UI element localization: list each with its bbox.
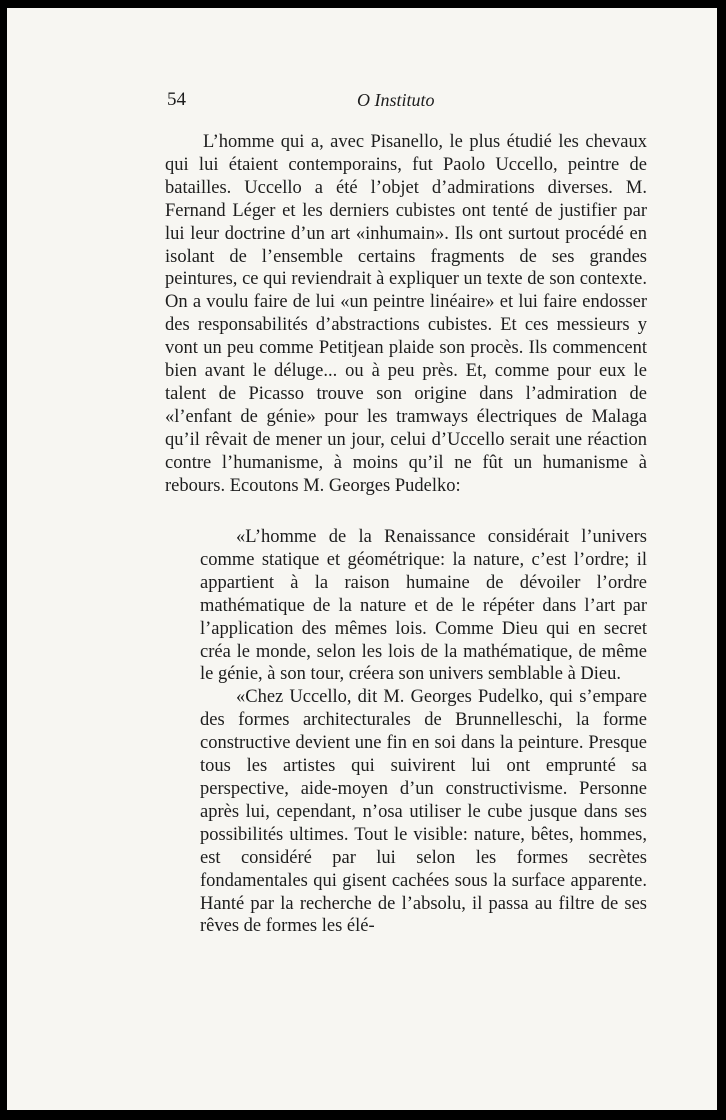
quotation-paragraph: «Chez Uccello, dit M. Georges Pudelko, qui s’empare des formes architecturales de Brunnelleschi, la forme constructive devient une fin en soi dans la peinture. Presque tous les artistes qui suivirent lui ont emprunté sa perspective, aide-moyen d’un constructivisme. Personne après lui, cependant, n’osa utiliser le cube jusque dans ses possibilités ultimes. Tout le visible: nature, bêtes, hommes, est considéré par lui selon les formes secrètes fondamentales qui gisent cachées sous la surface apparente. Hanté par la recherche de l’absolu, il passa au filtre de ses rêves de formes les élé- <box>200 687 647 937</box>
body-paragraph: L’homme qui a, avec Pisanello, le plus étudié les chevaux qui lui étaient contemporains, fut Paolo Uccello, peintre de batailles. Uccello a été l’objet d’admirations diverses. M. Fernand Léger et les derniers cubistes ont tenté de justifier par lui leur doctrine d’un art «inhumain». Ils ont surtout procédé en isolant de l’ensemble certains fragments de ses grandes peintures, ce qui reviendrait à expliquer un texte de son contexte. On a voulu faire de lui «un peintre linéaire» et lui faire endosser des responsabilités d’abstractions cubistes. Et ces messieurs y vont un peu comme Petitjean plaide son procès. Ils commencent bien avant le déluge... ou à peu près. Et, comme pour eux le talent de Picasso trouve son origine dans l’admiration de «l’enfant de génie» pour les tramways électriques de Malaga qu’il rêvait de mener un jour, celui d’Uccello serait une réaction contre l’humanisme, à moins qu’il ne fût un humanisme à rebours. Ecoutons M. Georges Pudelko: <box>165 132 647 496</box>
main-text-block <box>165 131 647 498</box>
page-header <box>7 88 717 118</box>
running-title: O Instituto <box>357 90 435 110</box>
scanned-page <box>7 8 717 1110</box>
quotation-paragraph: «L’homme de la Renaissance considérait l’univers comme statique et géométrique: la nature, c’est l’ordre; il appartient à la raison humaine de dévoiler l’ordre mathématique de la nature et de le répéter dans l’art par l’application des mêmes lois. Comme Dieu qui en secret créa le monde, selon les lois de la mathématique, de même le génie, à son tour, créera son univers semblable à Dieu. <box>200 527 647 685</box>
page-number: 54 <box>167 89 186 110</box>
block-quotation <box>200 526 647 938</box>
